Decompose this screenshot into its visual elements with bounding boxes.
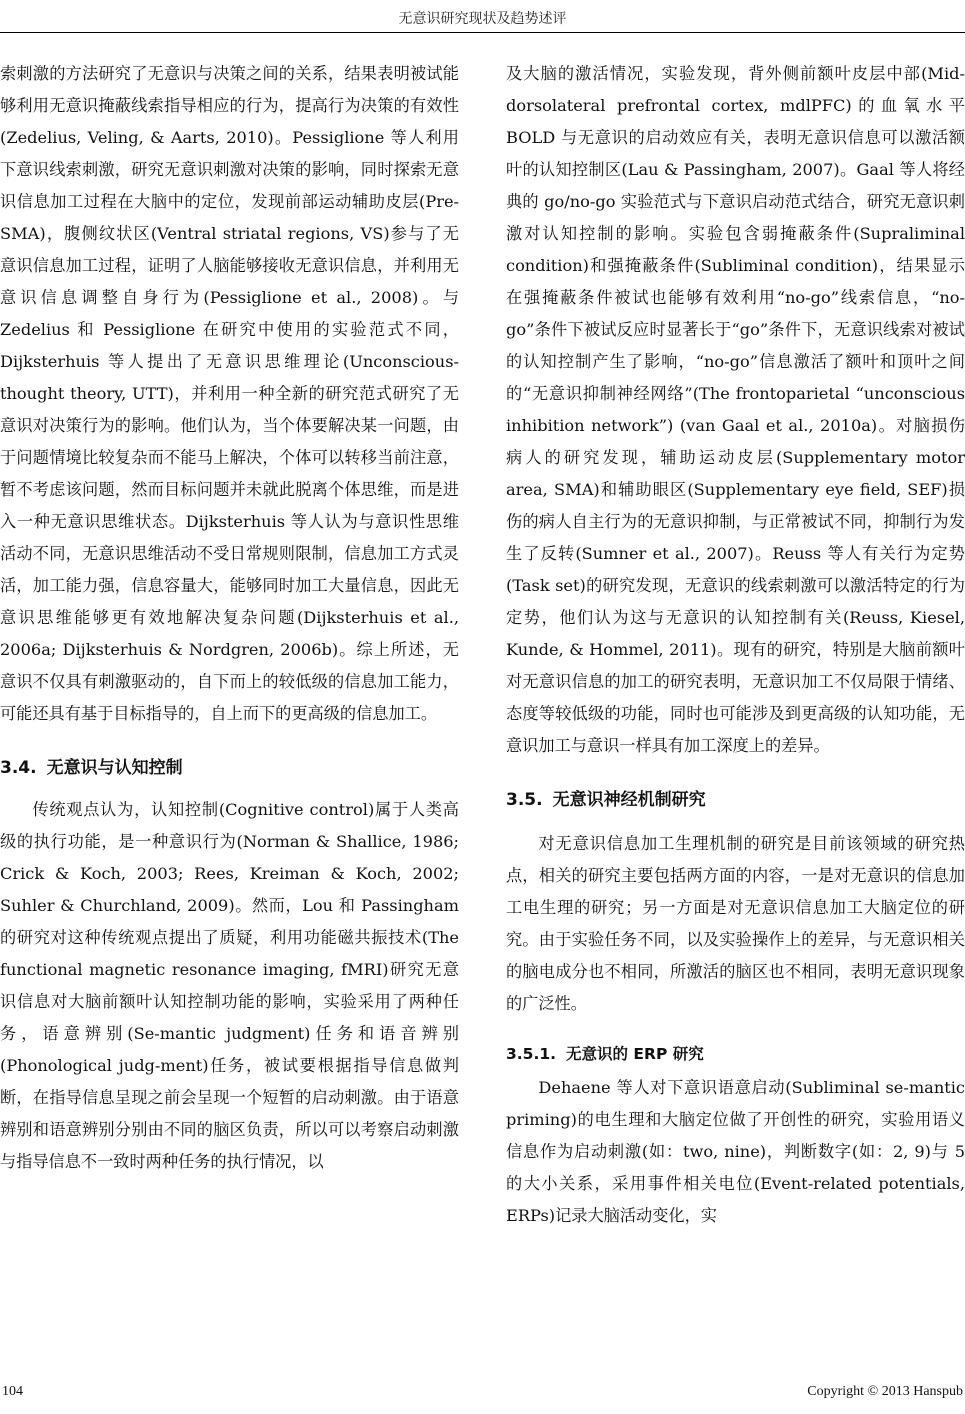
section-heading-3-5 <box>506 784 965 816</box>
section-title: 无意识的 ERP 研究 <box>566 1045 704 1063</box>
left-paragraph-2: 传统观点认为，认知控制(Cognitive control)属于人类高级的执行功能，是一种意识行为(Norman & Shallice, 1986; Crick & Koch, 2003; Rees, Kreiman & Koch, 2002; Suhler & Churchland, 2009)。然而，Lou 和 Passingham 的研究对这种传统观点提出了质疑，利用功能磁共振技术(The functional magnetic resonance imaging, fMRI)研究无意识信息对大脑前额叶认知控制功能的影响，实验采用了两种任务，语意辨别(Se-mantic judgment)任务和语音辨别(Phonological judg-ment)任务，被试要根据指导信息做判断，在指导信息呈现之前会呈现一个短暂的启动刺激。由于语意辨别和语意辨别分别由不同的脑区负责，所以可以考察启动刺激与指导信息不一致时两种任务的执行情况，以 <box>0 800 459 1171</box>
right-paragraph-2: 对无意识信息加工生理机制的研究是目前该领域的研究热点，相关的研究主要包括两方面的内容，一是对无意识的信息加工电生理的研究；另一方面是对无意识信息加工大脑定位的研究。由于实验任务不同，以及实验操作上的差异，与无意识相关的脑电成分也不相同，所激活的脑区也不相同，表明无意识现象的广泛性。 <box>506 834 965 1013</box>
right-paragraph-3: Dehaene 等人对下意识语意启动(Subliminal se-mantic priming)的电生理和大脑定位做了开创性的研究，实验用语义信息作为启动刺激(如：two, nine)，判断数字(如：2, 9)与 5 的大小关系，采用事件相关电位(Event-related potentials, ERPs)记录大脑活动变化，实 <box>506 1078 965 1225</box>
section-heading-3-5-1 <box>506 1038 965 1070</box>
section-title: 无意识神经机制研究 <box>552 790 706 810</box>
right-column <box>506 58 965 1232</box>
copyright-notice: Copyright © 2013 Hanspub <box>807 1384 963 1399</box>
section-number: 3.4. <box>0 758 37 778</box>
running-header: 无意识研究现状及趋势述评 <box>398 11 567 27</box>
right-paragraph-1: 及大脑的激活情况，实验发现，背外侧前额叶皮层中部(Mid-dorsolateral prefrontal cortex, mdlPFC)的血氧水平 BOLD 与无意识的启动效应有关，表明无意识信息可以激活额叶的认知控制区(Lau & Passingham, 2007)。Gaal 等人将经典的 go/no-go 实验范式与下意识启动范式结合，研究无意识刺激对认知控制的影响。实验包含弱掩蔽条件(Supraliminal condition)和强掩蔽条件(Subliminal condition)，结果显示在强掩蔽条件被试也能够有效利用“no-go”线索信息，“no-go”条件下被试反应时显著长于“go”条件下，无意识线索对被试的认知控制产生了影响，“no-go”信息激活了额叶和顶叶之间的“无意识抑制神经网络”(The frontoparietal “unconscious inhibition network”) (van Gaal et al., 2010a)。对脑损伤病人的研究发现，辅助运动皮层(Supplementary motor area, SMA)和辅助眼区(Supplementary eye field, SEF)损伤的病人自主行为的无意识抑制，与正常被试不同，抑制行为发生了反转(Sumner et al., 2007)。Reuss 等人有关行为定势(Task set)的研究发现，无意识的线索刺激可以激活特定的行为定势，他们认为这与无意识的认知控制有关(Reuss, Kiesel, Kunde, & Hommel, 2011)。现有的研究，特别是大脑前额叶对无意识信息的加工的研究表明，无意识加工不仅局限于情绪、态度等较低级的功能，同时也可能涉及到更高级的认知功能，无意识加工与意识一样具有加工深度上的差异。 <box>506 64 965 755</box>
section-number: 3.5.1. <box>506 1045 557 1063</box>
section-number: 3.5. <box>506 790 543 810</box>
left-paragraph-1: 索刺激的方法研究了无意识与决策之间的关系，结果表明被试能够利用无意识掩蔽线索指导相应的行为，提高行为决策的有效性(Zedelius, Veling, & Aarts, 2010)。Pessiglione 等人利用下意识线索刺激，研究无意识刺激对决策的影响，同时探索无意识信息加工过程在大脑中的定位，发现前部运动辅助皮层(Pre-SMA)，腹侧纹状区(Ventral striatal regions, VS)参与了无意识信息加工过程，证明了人脑能够接收无意识信息，并利用无意识信息调整自身行为(Pessiglione et al., 2008)。与 Zedelius 和 Pessiglione 在研究中使用的实验范式不同，Dijksterhuis 等人提出了无意识思维理论(Unconscious-thought theory, UTT)，并利用一种全新的研究范式研究了无意识对决策行为的影响。他们认为，当个体要解决某一问题，由于问题情境比较复杂而不能马上解决，个体可以转移当前注意，暂不考虑该问题，然而目标问题并未就此脱离个体思维，而是进入一种无意识思维状态。Dijksterhuis 等人认为与意识性思维活动不同，无意识思维活动不受日常规则限制，信息加工方式灵活，加工能力强，信息容量大，能够同时加工大量信息，因此无意识思维能够更有效地解决复杂问题(Dijksterhuis et al., 2006a; Dijksterhuis & Nordgren, 2006b)。综上所述，无意识不仅具有刺激驱动的，自下而上的较低级的信息加工能力，可能还具有基于目标指导的，自上而下的更高级的信息加工。 <box>0 64 459 723</box>
page-number: 104 <box>2 1384 23 1399</box>
left-column <box>0 58 459 1178</box>
header-rule <box>0 32 965 33</box>
section-heading-3-4 <box>0 752 459 784</box>
section-title: 无意识与认知控制 <box>46 758 183 778</box>
